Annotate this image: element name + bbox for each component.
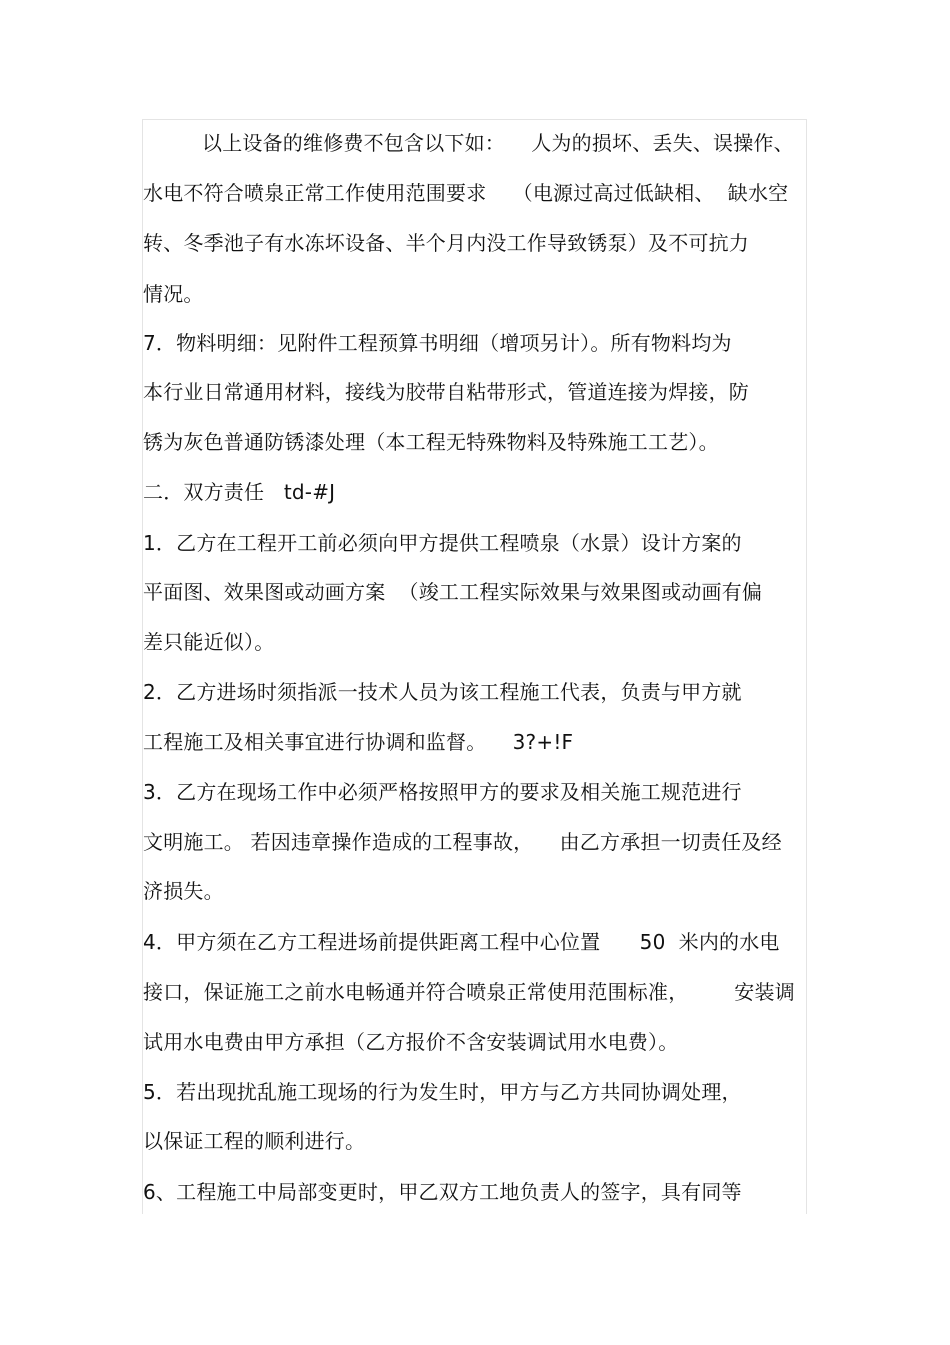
text-line: 接口，保证施工之前水电畅通并符合喷泉正常使用范围标准， 安装调 bbox=[143, 980, 795, 1004]
text-line: 文明施工。 若因违章操作造成的工程事故， 由乙方承担一切责任及经 bbox=[143, 830, 782, 854]
text-line: 试用水电费由甲方承担（乙方报价不含安装调试用水电费）。 bbox=[143, 1030, 679, 1054]
text-line: 3．乙方在现场工作中必须严格按照甲方的要求及相关施工规范进行 bbox=[143, 780, 742, 804]
text-line: 情况。 bbox=[143, 282, 204, 306]
text-line: 1．乙方在工程开工前必须向甲方提供工程喷泉（水景）设计方案的 bbox=[143, 531, 742, 555]
text-line: 水电不符合喷泉正常工作使用范围要求 （电源过高过低缺相、 缺水空 bbox=[143, 181, 789, 205]
text-line: 锈为灰色普通防锈漆处理（本工程无特殊物料及特殊施工工艺）。 bbox=[143, 430, 719, 454]
text-line: 差只能近似）。 bbox=[143, 630, 275, 654]
text-line: 以保证工程的顺利进行。 bbox=[143, 1129, 366, 1153]
text-line: 转、冬季池子有水冻坏设备、半个月内没工作导致锈泵）及不可抗力 bbox=[143, 231, 749, 255]
text-line: 2．乙方进场时须指派一技术人员为该工程施工代表，负责与甲方就 bbox=[143, 680, 742, 704]
section-heading: 二．双方责任 td-#J bbox=[143, 480, 336, 504]
text-line: 平面图、效果图或动画方案 （竣工工程实际效果与效果图或动画有偏 bbox=[143, 580, 763, 604]
text-line: 6、工程施工中局部变更时，甲乙双方工地负责人的签字，具有同等 bbox=[143, 1180, 742, 1204]
text-line: 工程施工及相关事宜进行协调和监督。 3?+!F bbox=[143, 730, 574, 754]
text-line: 济损失。 bbox=[143, 879, 224, 903]
text-line: 7．物料明细：见附件工程预算书明细（增项另计）。所有物料均为 bbox=[143, 331, 732, 355]
text-line: 5．若出现扰乱施工现场的行为发生时，甲方与乙方共同协调处理， bbox=[143, 1080, 742, 1104]
text-line: 以上设备的维修费不包含以下如： 人为的损坏、丢失、误操作、 bbox=[202, 131, 794, 155]
text-line: 本行业日常通用材料，接线为胶带自粘带形式，管道连接为焊接，防 bbox=[143, 380, 749, 404]
text-line: 4．甲方须在乙方工程进场前提供距离工程中心位置 50 米内的水电 bbox=[143, 930, 780, 954]
